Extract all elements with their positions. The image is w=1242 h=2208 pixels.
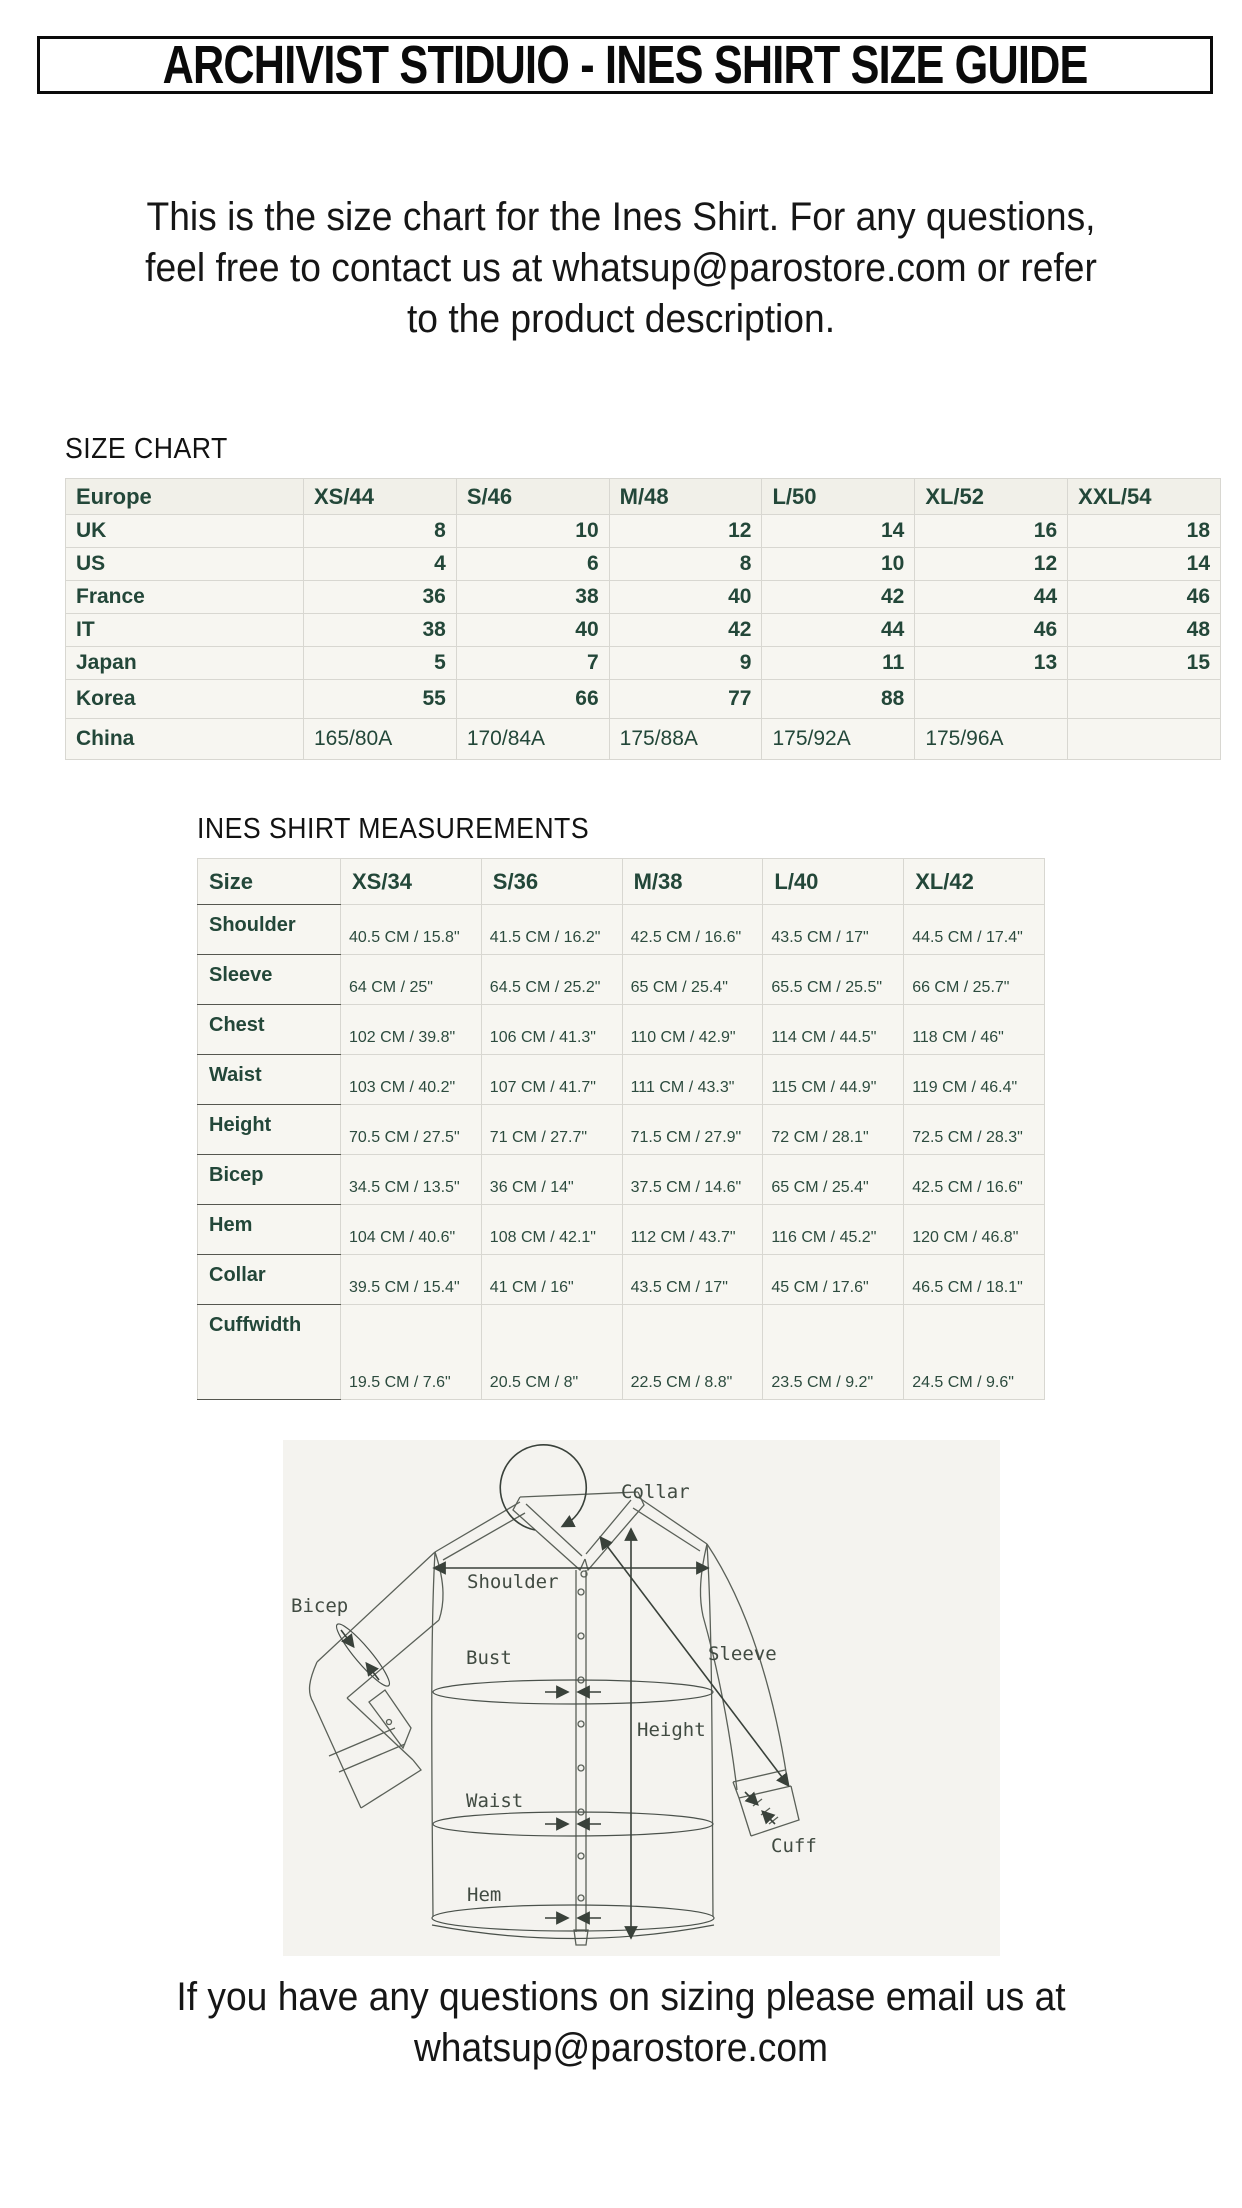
right-sleeve-sketch	[703, 1544, 799, 1836]
measurements-heading: INES SHIRT MEASUREMENTS	[197, 813, 590, 845]
value-cell: 46.5 CM / 18.1"	[904, 1255, 1045, 1305]
value-cell: 114 CM / 44.5"	[763, 1005, 904, 1055]
value-cell: 23.5 CM / 9.2"	[763, 1305, 904, 1400]
value-cell: 12	[915, 548, 1068, 581]
value-cell: 64.5 CM / 25.2"	[481, 955, 622, 1005]
column-header: Size	[198, 859, 341, 905]
row-label: Korea	[66, 680, 304, 719]
row-label: China	[66, 719, 304, 760]
value-cell: 77	[609, 680, 762, 719]
bust-label: Bust	[466, 1647, 512, 1669]
row-label: Bicep	[198, 1155, 341, 1205]
value-cell: 42.5 CM / 16.6"	[622, 905, 763, 955]
value-cell: 9	[609, 647, 762, 680]
intro-line: feel free to contact us at whatsup@parostore.com or refer	[145, 246, 1097, 290]
column-header: S/36	[481, 859, 622, 905]
value-cell: 119 CM / 46.4"	[904, 1055, 1045, 1105]
table-row	[198, 1255, 1045, 1305]
table-row	[198, 1005, 1045, 1055]
table-row	[198, 955, 1045, 1005]
column-header: S/46	[456, 479, 609, 515]
value-cell: 40.5 CM / 15.8"	[341, 905, 482, 955]
value-cell: 22.5 CM / 8.8"	[622, 1305, 763, 1400]
intro-line: This is the size chart for the Ines Shirt. For any questions,	[146, 195, 1096, 239]
value-cell: 15	[1068, 647, 1221, 680]
value-cell: 48	[1068, 614, 1221, 647]
measurements-table	[197, 858, 1045, 1400]
hem-label: Hem	[467, 1884, 502, 1906]
height-label: Height	[637, 1719, 706, 1741]
shirt-measurement-diagram	[283, 1440, 1000, 1956]
value-cell: 7	[456, 647, 609, 680]
value-cell: 102 CM / 39.8"	[341, 1005, 482, 1055]
footer-paragraph	[0, 1972, 1242, 2074]
table-row	[198, 1305, 1045, 1400]
column-header: M/38	[622, 859, 763, 905]
value-cell: 55	[304, 680, 457, 719]
column-header: XS/34	[341, 859, 482, 905]
value-cell: 14	[1068, 548, 1221, 581]
value-cell: 5	[304, 647, 457, 680]
table-row	[66, 614, 1221, 647]
table-row	[198, 1055, 1045, 1105]
page-title: ARCHIVIST STIDUIO - INES SHIRT SIZE GUIDE	[162, 35, 1088, 95]
value-cell: 110 CM / 42.9"	[622, 1005, 763, 1055]
size-chart-table	[65, 478, 1221, 760]
table-row	[66, 548, 1221, 581]
value-cell	[1068, 719, 1221, 760]
table-row	[66, 581, 1221, 614]
header-row	[198, 859, 1045, 905]
girth-ellipses	[331, 1619, 714, 1938]
row-label: France	[66, 581, 304, 614]
value-cell: 107 CM / 41.7"	[481, 1055, 622, 1105]
sleeve-label: Sleeve	[708, 1643, 777, 1665]
column-header: XS/44	[304, 479, 457, 515]
shoulder-sketch	[435, 1497, 707, 1560]
value-cell	[1068, 680, 1221, 719]
value-cell: 111 CM / 43.3"	[622, 1055, 763, 1105]
value-cell: 43.5 CM / 17"	[622, 1255, 763, 1305]
row-label: Shoulder	[198, 905, 341, 955]
row-label: US	[66, 548, 304, 581]
row-label: Hem	[198, 1205, 341, 1255]
row-label: IT	[66, 614, 304, 647]
value-cell: 42	[762, 581, 915, 614]
value-cell: 18	[1068, 515, 1221, 548]
left-sleeve-sketch	[310, 1552, 439, 1808]
value-cell: 104 CM / 40.6"	[341, 1205, 482, 1255]
value-cell: 170/84A	[456, 719, 609, 760]
value-cell: 8	[609, 548, 762, 581]
footer-line: whatsup@parostore.com	[413, 2026, 829, 2070]
table-row	[66, 515, 1221, 548]
value-cell: 42.5 CM / 16.6"	[904, 1155, 1045, 1205]
value-cell: 103 CM / 40.2"	[341, 1055, 482, 1105]
bicep-label: Bicep	[291, 1595, 349, 1617]
row-label: Sleeve	[198, 955, 341, 1005]
value-cell: 46	[1068, 581, 1221, 614]
value-cell: 40	[456, 614, 609, 647]
value-cell: 16	[915, 515, 1068, 548]
value-cell: 120 CM / 46.8"	[904, 1205, 1045, 1255]
value-cell: 72.5 CM / 28.3"	[904, 1105, 1045, 1155]
intro-line: to the product description.	[406, 297, 836, 341]
header-row	[66, 479, 1221, 515]
waist-label: Waist	[466, 1790, 524, 1812]
value-cell: 19.5 CM / 7.6"	[341, 1305, 482, 1400]
table-row	[66, 647, 1221, 680]
value-cell: 37.5 CM / 14.6"	[622, 1155, 763, 1205]
value-cell: 36	[304, 581, 457, 614]
row-label: Waist	[198, 1055, 341, 1105]
value-cell: 10	[762, 548, 915, 581]
column-header: XL/42	[904, 859, 1045, 905]
value-cell: 13	[915, 647, 1068, 680]
value-cell: 20.5 CM / 8"	[481, 1305, 622, 1400]
value-cell: 66 CM / 25.7"	[904, 955, 1045, 1005]
value-cell: 42	[609, 614, 762, 647]
cuff-label: Cuff	[771, 1835, 817, 1857]
column-header: L/50	[762, 479, 915, 515]
value-cell: 45 CM / 17.6"	[763, 1255, 904, 1305]
value-cell: 44.5 CM / 17.4"	[904, 905, 1045, 955]
column-header: XL/52	[915, 479, 1068, 515]
value-cell: 115 CM / 44.9"	[763, 1055, 904, 1105]
value-cell: 71 CM / 27.7"	[481, 1105, 622, 1155]
value-cell: 11	[762, 647, 915, 680]
value-cell: 64 CM / 25"	[341, 955, 482, 1005]
row-label: Cuffwidth	[198, 1305, 341, 1400]
value-cell: 38	[304, 614, 457, 647]
value-cell: 44	[915, 581, 1068, 614]
row-label: Japan	[66, 647, 304, 680]
value-cell: 65 CM / 25.4"	[763, 1155, 904, 1205]
value-cell: 175/92A	[762, 719, 915, 760]
value-cell: 106 CM / 41.3"	[481, 1005, 622, 1055]
table-row	[66, 719, 1221, 760]
collar-sketch	[513, 1492, 644, 1577]
table-row	[66, 680, 1221, 719]
value-cell: 175/88A	[609, 719, 762, 760]
value-cell: 36 CM / 14"	[481, 1155, 622, 1205]
value-cell: 4	[304, 548, 457, 581]
value-cell: 44	[762, 614, 915, 647]
column-header: XXL/54	[1068, 479, 1221, 515]
table-row	[198, 1205, 1045, 1255]
value-cell: 41.5 CM / 16.2"	[481, 905, 622, 955]
value-cell: 40	[609, 581, 762, 614]
value-cell: 39.5 CM / 15.4"	[341, 1255, 482, 1305]
value-cell: 24.5 CM / 9.6"	[904, 1305, 1045, 1400]
value-cell: 71.5 CM / 27.9"	[622, 1105, 763, 1155]
value-cell: 70.5 CM / 27.5"	[341, 1105, 482, 1155]
value-cell: 43.5 CM / 17"	[763, 905, 904, 955]
value-cell: 34.5 CM / 13.5"	[341, 1155, 482, 1205]
column-header: Europe	[66, 479, 304, 515]
collar-label: Collar	[621, 1481, 690, 1503]
value-cell: 12	[609, 515, 762, 548]
row-label: Collar	[198, 1255, 341, 1305]
value-cell: 88	[762, 680, 915, 719]
value-cell: 118 CM / 46"	[904, 1005, 1045, 1055]
shoulder-label: Shoulder	[467, 1571, 559, 1593]
column-header: M/48	[609, 479, 762, 515]
value-cell: 14	[762, 515, 915, 548]
value-cell: 65.5 CM / 25.5"	[763, 955, 904, 1005]
value-cell: 175/96A	[915, 719, 1068, 760]
table-row	[198, 1105, 1045, 1155]
value-cell: 65 CM / 25.4"	[622, 955, 763, 1005]
value-cell: 72 CM / 28.1"	[763, 1105, 904, 1155]
value-cell: 116 CM / 45.2"	[763, 1205, 904, 1255]
value-cell	[915, 680, 1068, 719]
footer-line: If you have any questions on sizing please email us at	[176, 1975, 1066, 2019]
value-cell: 112 CM / 43.7"	[622, 1205, 763, 1255]
page-title-box	[37, 36, 1213, 94]
value-cell: 10	[456, 515, 609, 548]
value-cell: 6	[456, 548, 609, 581]
intro-paragraph	[0, 192, 1242, 345]
row-label: UK	[66, 515, 304, 548]
column-header: L/40	[763, 859, 904, 905]
value-cell: 46	[915, 614, 1068, 647]
value-cell: 41 CM / 16"	[481, 1255, 622, 1305]
size-chart-heading: SIZE CHART	[65, 433, 228, 465]
value-cell: 38	[456, 581, 609, 614]
value-cell: 165/80A	[304, 719, 457, 760]
table-row	[198, 905, 1045, 955]
value-cell: 8	[304, 515, 457, 548]
shirt-sketch	[283, 1440, 1000, 1956]
value-cell: 108 CM / 42.1"	[481, 1205, 622, 1255]
value-cell: 66	[456, 680, 609, 719]
table-row	[198, 1155, 1045, 1205]
row-label: Height	[198, 1105, 341, 1155]
row-label: Chest	[198, 1005, 341, 1055]
